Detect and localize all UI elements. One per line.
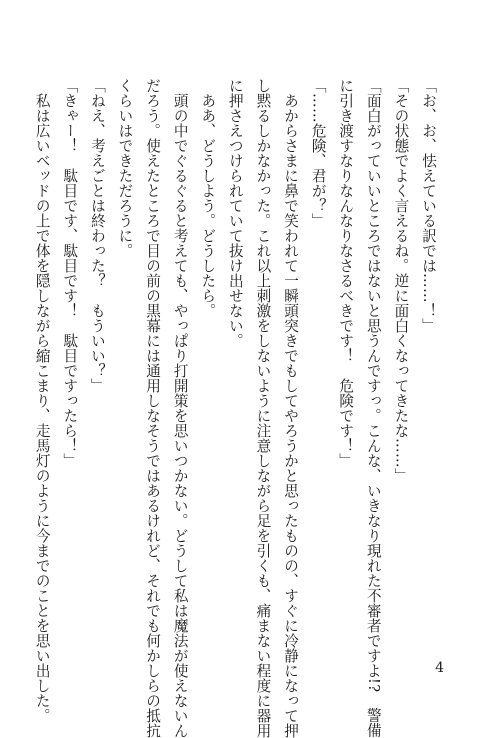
text-line: だろう。使えたところで目の前の黒幕には通用しなそうではあるけれど、それでも何かしらの抵抗 [144,78,162,738]
text-line: 「面白がっていいところではないと思うんですっ。こんな、いきなり現れた不審者ですよ!? 警備 [364,78,382,738]
text-line: 「きゃー！ 駄目です、駄目です！ 駄目ですったら！」 [61,78,79,468]
text-line: 私は広いベッドの上で体を隠しながら縮こまり、走馬灯のように今までのことを思い出した。 [33,78,51,723]
text-line: 頭の中でぐるぐると考えても、やっぱり打開策を思いつかない。どうして私は魔法が使えないん [171,78,189,738]
text-line: 「……危険、君が？」 [309,78,327,228]
text-line: し黙るしかなかった。これ以上刺激をしないように注意しながら足を引くも、痛まない程度に器用 [254,78,272,738]
body-text [33,78,442,738]
text-line: くらいはできただろうに。 [116,78,134,258]
text-line: あからさまに鼻で笑われて一瞬頭突きでもしてやろうかと思ったものの、すぐに冷静になって押 [282,78,300,738]
text-line: に押さえつけられていて抜け出せない。 [226,78,244,348]
text-line: に引き渡すなりなんなりなさるべきです！ 危険です！」 [337,78,355,468]
text-line: 「その状態でよく言えるね。逆に面白くなってきたな……」 [392,78,410,483]
text-line: 「お、お、怯えている訳では……！」 [420,78,437,333]
text-line: ああ、どうしよう。どうしたら。 [199,78,217,318]
page-number: 4 [435,660,444,676]
text-line: 「ねえ、考えごとは終わった？ もういい？」 [88,78,106,393]
